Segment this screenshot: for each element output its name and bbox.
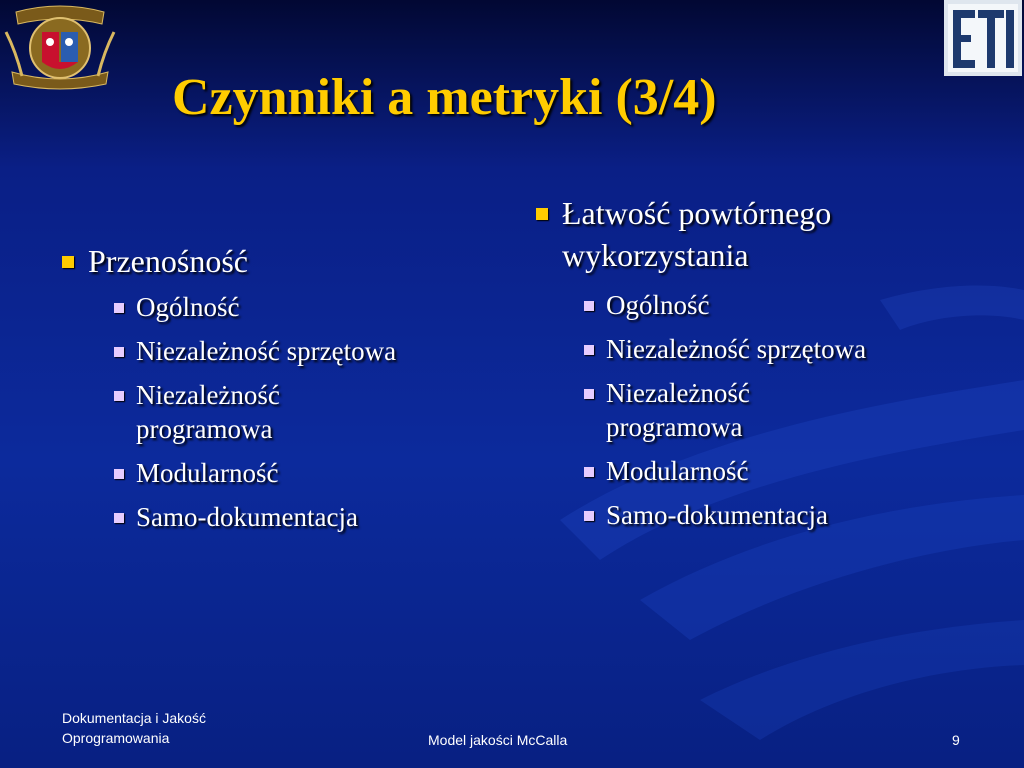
list-item: [114, 378, 500, 446]
list-item-text: Niezależność programowa: [136, 380, 280, 444]
list-item: [584, 376, 994, 444]
list-item-text: Modularność: [136, 458, 279, 488]
slide-title: Czynniki a metryki (3/4): [172, 69, 717, 126]
small-square-bullet-icon: [584, 301, 594, 311]
university-crest-logo: [2, 2, 118, 90]
right-column: [534, 192, 994, 542]
small-square-bullet-icon: [114, 469, 124, 479]
list-item-text: Modularność: [606, 456, 749, 486]
footer-course-name: Dokumentacja i Jakość Oprogramowania: [62, 710, 206, 746]
list-item-text: Ogólność: [606, 290, 710, 320]
page-number: 9: [952, 732, 960, 748]
small-square-bullet-icon: [584, 467, 594, 477]
square-bullet-icon: [62, 256, 74, 268]
small-square-bullet-icon: [114, 513, 124, 523]
right-heading: Łatwość powtórnego wykorzystania: [562, 195, 832, 273]
list-item-text: Samo-dokumentacja: [606, 500, 828, 530]
square-bullet-icon: [536, 208, 548, 220]
list-item-text: Niezależność sprzętowa: [606, 334, 867, 364]
left-column: [60, 240, 500, 544]
small-square-bullet-icon: [114, 303, 124, 313]
small-square-bullet-icon: [584, 389, 594, 399]
list-item-text: Ogólność: [136, 292, 240, 322]
list-item-text: Niezależność sprzętowa: [136, 336, 397, 366]
eti-faculty-logo: [944, 0, 1022, 76]
small-square-bullet-icon: [114, 391, 124, 401]
list-item: [114, 500, 500, 534]
left-heading-item: [60, 240, 500, 282]
list-item: [114, 290, 500, 324]
list-item: [584, 332, 994, 366]
list-item-text: Niezależność programowa: [606, 378, 750, 442]
list-item: [584, 498, 994, 532]
list-item: [114, 334, 500, 368]
right-heading-item: [534, 192, 994, 276]
left-sublist: [60, 290, 500, 534]
list-item: [584, 454, 994, 488]
list-item: [584, 288, 994, 322]
small-square-bullet-icon: [584, 511, 594, 521]
small-square-bullet-icon: [114, 347, 124, 357]
list-item-text: Samo-dokumentacja: [136, 502, 358, 532]
footer-topic: Model jakości McCalla: [428, 732, 568, 748]
left-heading: Przenośność: [88, 243, 248, 279]
list-item: [114, 456, 500, 490]
right-sublist: [534, 288, 994, 532]
small-square-bullet-icon: [584, 345, 594, 355]
